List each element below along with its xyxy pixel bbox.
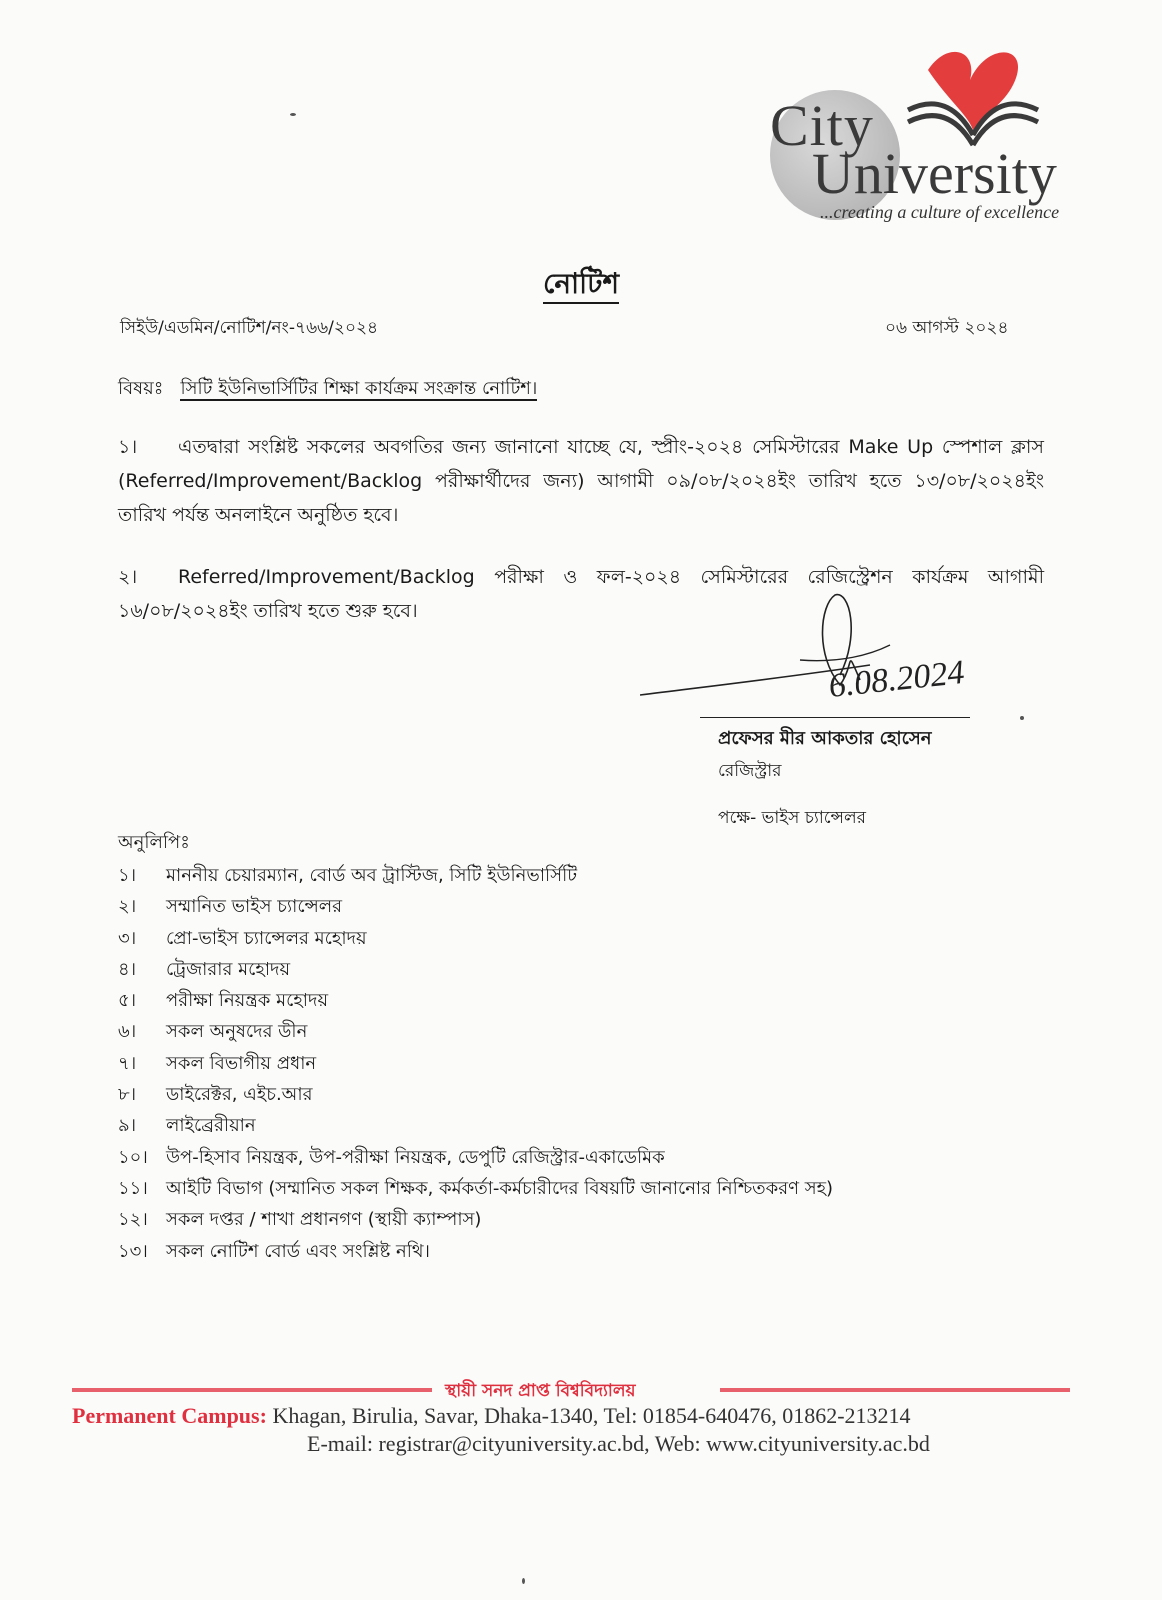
list-item [118, 1016, 833, 1047]
cc-number: ৮। [118, 1084, 137, 1106]
footer-campus-label: Permanent Campus: [72, 1403, 267, 1428]
cc-text: ডাইরেক্টর, এইচ.আর [166, 1084, 313, 1106]
cc-number: ১। [118, 865, 137, 886]
cc-text: সকল বিভাগীয় প্রধান [166, 1052, 317, 1074]
cc-number: ৩। [118, 927, 137, 949]
signature-line [700, 717, 970, 718]
cc-number: ১১। [118, 1177, 148, 1199]
cc-number: ৯। [118, 1115, 137, 1137]
university-logo [770, 40, 1090, 240]
scan-speck [1020, 716, 1024, 720]
footer-campus [72, 1403, 911, 1429]
cc-text: সকল নোটিশ বোর্ড এবং সংশ্লিষ্ট নথি। [166, 1240, 430, 1262]
cc-text: পরীক্ষা নিয়ন্ত্রক মহোদয় [166, 990, 329, 1012]
cc-title: অনুলিপিঃ [118, 832, 190, 853]
scan-speck [522, 1578, 525, 1584]
cc-number: ১০। [118, 1146, 148, 1168]
list-item [118, 923, 833, 954]
cc-text: প্রো-ভাইস চ্যান্সেলর মহোদয় [166, 927, 367, 949]
cc-text: সম্মানিত ভাইস চ্যান্সেলর [166, 896, 343, 918]
cc-number: ১৩। [118, 1240, 148, 1262]
paragraph-text: Referred/Improvement/Backlog পরীক্ষা ও ফল-২০২৪ সেমিস্টারের রেজিস্ট্রেশন কার্যক্রম আগামী ১৬/০৮/২০২৪ইং তারিখ হতে শুরু হবে। [118, 566, 1044, 622]
footer-banner: স্থায়ী সনদ প্রাপ্ত বিশ্ববিদ্যালয় [445, 1381, 636, 1401]
cc-text: আইটি বিভাগ (সম্মানিত সকল শিক্ষক, কর্মকর্তা-কর্মচারীদের বিষয়টি জানানোর নিশ্চিতকরণ সহ) [166, 1177, 834, 1199]
paragraph-number: ১। [118, 436, 138, 458]
cc-number: ৪। [118, 958, 137, 980]
cc-text: উপ-হিসাব নিয়ন্ত্রক, উপ-পরীক্ষা নিয়ন্ত্রক, ডেপুটি রেজিস্ট্রার-একাডেমিক [166, 1146, 665, 1168]
logo-university-text: University [812, 141, 1057, 206]
list-item [118, 1110, 833, 1141]
footer-campus-address: Khagan, Birulia, Savar, Dhaka-1340, Tel: 01854-640476, 01862-213214 [272, 1403, 911, 1428]
cc-text: লাইব্রেরীয়ান [166, 1115, 256, 1137]
list-item [118, 891, 833, 922]
logo-tagline: ...creating a culture of excellence [820, 202, 1060, 222]
list-item [118, 1048, 833, 1079]
handwritten-signature [640, 585, 1040, 705]
scan-speck [290, 113, 296, 116]
cc-text: মাননীয় চেয়ারম্যান, বোর্ড অব ট্রাস্টিজ, সিটি ইউনিভার্সিটি [166, 865, 578, 886]
list-item [118, 985, 833, 1016]
svg-text:6.08.2024: 6.08.2024 [826, 653, 967, 705]
cc-number: ২। [118, 896, 137, 918]
notice-title-text: নোটিশ [543, 267, 619, 304]
notice-title [0, 262, 1162, 309]
subject-label: বিষয়ঃ [118, 378, 164, 399]
cc-text: সকল দপ্তর / শাখা প্রধানগণ (স্থায়ী ক্যাম্পাস) [166, 1209, 482, 1231]
book-heart-icon [898, 40, 1048, 150]
list-item [118, 1079, 833, 1110]
signatory-role: রেজিস্ট্রার [718, 761, 782, 781]
cc-number: ১২। [118, 1209, 148, 1231]
list-item [118, 860, 833, 891]
paragraph-text: এতদ্বারা সংশ্লিষ্ট সকলের অবগতির জন্য জানানো যাচ্ছে যে, স্প্রীং-২০২৪ সেমিস্টারের Make Up স্পেশাল ক্লাস (Referred/Improvement/Backlog পরীক্ষার্থীদের জন্য) আগামী ০৯/০৮/২০২৪ইং তারিখ হতে ১৩/০৮/২০২৪ইং তারিখ পর্যন্ত অনলাইনে অনুষ্ঠিত হবে। [118, 436, 1044, 526]
logo-city-text: City [770, 93, 874, 158]
reference-number: সিইউ/এডমিন/নোটিশ/নং-৭৬৬/২০২৪ [120, 318, 379, 338]
list-item [118, 1142, 833, 1173]
subject-text: সিটি ইউনিভার্সিটির শিক্ষা কার্যক্রম সংক্রান্ত নোটিশ। [180, 378, 538, 399]
cc-text: ট্রেজারার মহোদয় [166, 958, 291, 980]
subject-line [118, 374, 537, 405]
footer-contact: E-mail: registrar@cityuniversity.ac.bd, Web: www.cityuniversity.ac.bd [307, 1431, 930, 1456]
list-item [118, 1236, 833, 1267]
list-item [118, 1204, 833, 1235]
footer-rule-left [72, 1388, 432, 1392]
cc-number: ৫। [118, 990, 137, 1012]
paragraph-number: ২। [118, 566, 138, 588]
paragraph-1 [118, 430, 1044, 532]
cc-text: সকল অনুষদের ডীন [166, 1021, 308, 1043]
cc-number: ৭। [118, 1052, 137, 1074]
footer-rule-right [720, 1388, 1070, 1392]
cc-number: ৬। [118, 1021, 137, 1043]
list-item [118, 1173, 833, 1204]
signatory-name: প্রফেসর মীর আকতার হোসেন [718, 728, 932, 749]
cc-list [118, 860, 833, 1267]
signatory-on-behalf: পক্ষে- ভাইস চ্যান্সেলর [718, 808, 867, 828]
notice-date: ০৬ আগস্ট ২০২৪ [885, 318, 1009, 338]
list-item [118, 954, 833, 985]
